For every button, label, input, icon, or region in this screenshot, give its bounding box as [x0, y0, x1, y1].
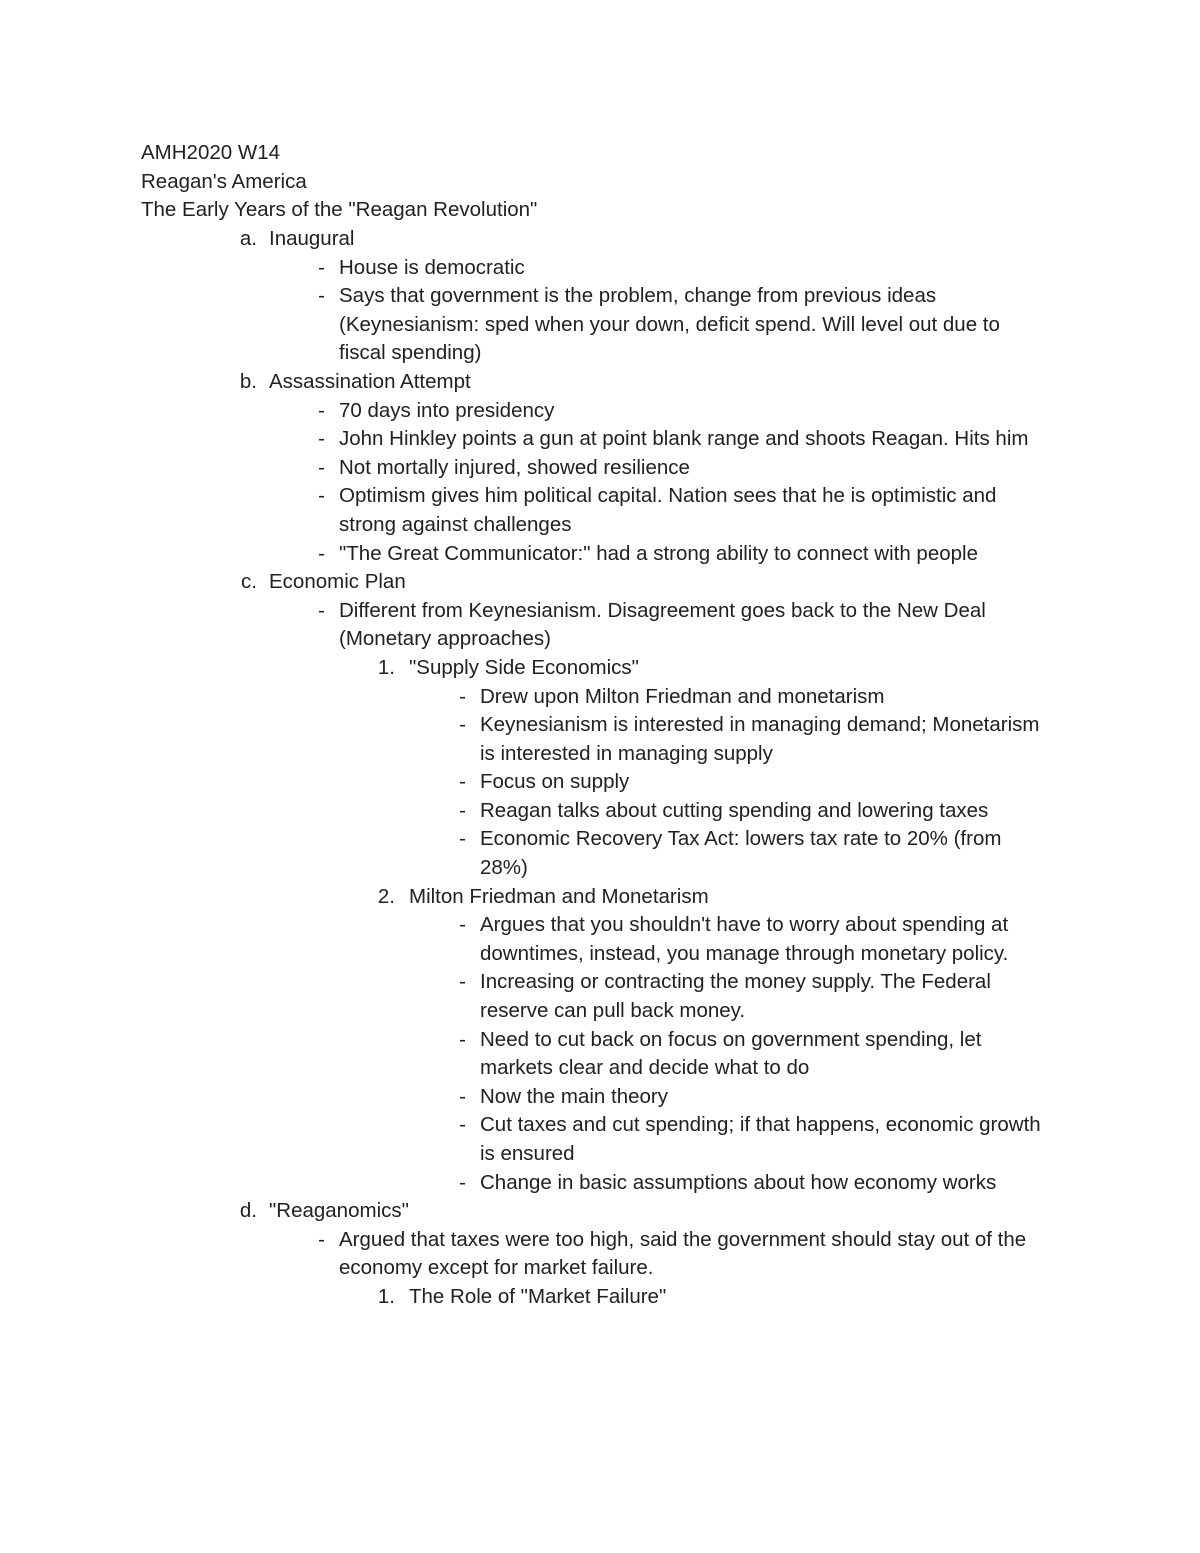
dash-bullet-marker: - — [459, 713, 466, 737]
bullet-item — [141, 482, 1061, 539]
item-text: Economic Plan — [269, 570, 406, 594]
bullet-item — [141, 454, 1061, 483]
outline-heading-item — [141, 225, 1061, 254]
list-number-marker: b. — [239, 369, 257, 393]
item-text: Now the main theory — [480, 1084, 669, 1108]
dash-bullet-marker: - — [459, 684, 466, 708]
list-number-marker: a. — [239, 227, 257, 250]
dash-bullet-marker: - — [318, 455, 325, 479]
dash-bullet-marker: - — [318, 398, 325, 422]
outline-heading-item — [141, 368, 1061, 397]
outline-heading-item — [141, 1283, 1061, 1312]
dash-bullet-marker: - — [318, 598, 325, 622]
item-text: Inaugural — [269, 227, 355, 250]
bullet-item — [141, 711, 1061, 768]
dash-bullet-marker: - — [318, 284, 325, 308]
item-text: Assassination Attempt — [269, 369, 471, 393]
item-text: Focus on supply — [480, 770, 630, 794]
bullet-item — [141, 797, 1061, 826]
outline-heading-item — [141, 568, 1061, 597]
bullet-item — [141, 1226, 1061, 1283]
item-text: "Reaganomics" — [269, 1199, 409, 1223]
item-text: Optimism gives him political capital. Nation sees that he is optimistic and strong against challenges — [339, 484, 997, 536]
item-text: Different from Keynesianism. Disagreement goes back to the New Deal (Monetary approaches) — [339, 598, 986, 651]
item-text: Change in basic assumptions about how economy works — [480, 1170, 997, 1194]
section-title: The Early Years of the "Reagan Revolution" — [141, 198, 538, 222]
item-text: Says that government is the problem, change from previous ideas (Keynesianism: sped when your down, deficit spend. Will level out due to fiscal spending) — [339, 284, 1000, 365]
item-text: "The Great Communicator:" had a strong ability to connect with people — [339, 541, 978, 565]
item-text: Increasing or contracting the money supply. The Federal reserve can pull back money. — [480, 970, 991, 1023]
item-text: John Hinkley points a gun at point blank range and shoots Reagan. Hits him — [339, 427, 1029, 451]
item-text: Milton Friedman and Monetarism — [409, 884, 709, 908]
item-text: 70 days into presidency — [339, 398, 555, 422]
document-header — [141, 139, 1061, 225]
dash-bullet-marker: - — [318, 484, 325, 508]
outline-heading-item — [141, 883, 1061, 912]
item-text: Reagan talks about cutting spending and lowering taxes — [480, 798, 989, 822]
bullet-item — [141, 597, 1061, 654]
item-text: Keynesianism is interested in managing demand; Monetarism is interested in managing supply — [480, 713, 1040, 765]
dash-bullet-marker: - — [459, 1113, 466, 1137]
dash-bullet-marker: - — [459, 970, 466, 994]
dash-bullet-marker: - — [318, 541, 325, 565]
item-text: Economic Recovery Tax Act: lowers tax rate to 20% (from 28%) — [480, 827, 1002, 880]
outline-heading-item — [141, 654, 1061, 683]
bullet-item — [141, 768, 1061, 797]
bullet-item — [141, 282, 1061, 368]
notes-outline — [141, 225, 1061, 1312]
item-text: "Supply Side Economics" — [409, 655, 639, 679]
item-text: Drew upon Milton Friedman and monetarism — [480, 684, 885, 708]
dash-bullet-marker: - — [459, 798, 466, 822]
dash-bullet-marker: - — [318, 255, 325, 279]
bullet-item — [141, 825, 1061, 882]
bullet-item — [141, 397, 1061, 426]
item-text: Not mortally injured, showed resilience — [339, 455, 690, 479]
dash-bullet-marker: - — [459, 1084, 466, 1108]
item-text: Argues that you shouldn't have to worry about spending at downtimes, instead, you manage through monetary policy. — [480, 913, 1009, 965]
topic-title: Reagan's America — [141, 169, 307, 193]
dash-bullet-marker: - — [459, 1170, 466, 1194]
list-number-marker: 1. — [377, 1284, 395, 1308]
bullet-item — [141, 968, 1061, 1025]
dash-bullet-marker: - — [318, 427, 325, 451]
bullet-item — [141, 1111, 1061, 1168]
outline-heading-item — [141, 1197, 1061, 1226]
dash-bullet-marker: - — [459, 827, 466, 851]
bullet-item — [141, 1083, 1061, 1112]
dash-bullet-marker: - — [459, 1027, 466, 1051]
bullet-item — [141, 683, 1061, 712]
dash-bullet-marker: - — [318, 1227, 325, 1251]
item-text: Need to cut back on focus on government spending, let markets clear and decide what to do — [480, 1027, 982, 1080]
list-number-marker: 2. — [377, 884, 395, 908]
bullet-item — [141, 1169, 1061, 1198]
course-code: AMH2020 W14 — [141, 141, 281, 164]
dash-bullet-marker: - — [459, 913, 466, 937]
bullet-item — [141, 911, 1061, 968]
dash-bullet-marker: - — [459, 770, 466, 794]
item-text: The Role of "Market Failure" — [409, 1284, 667, 1308]
item-text: Argued that taxes were too high, said the government should stay out of the economy except for market failure. — [339, 1227, 1027, 1280]
list-number-marker: c. — [241, 570, 257, 594]
bullet-item — [141, 254, 1061, 283]
list-number-marker: 1. — [377, 655, 395, 679]
bullet-item — [141, 425, 1061, 454]
item-text: House is democratic — [339, 255, 525, 279]
bullet-item — [141, 540, 1061, 569]
list-number-marker: d. — [239, 1199, 257, 1223]
item-text: Cut taxes and cut spending; if that happens, economic growth is ensured — [480, 1113, 1041, 1165]
bullet-item — [141, 1026, 1061, 1083]
